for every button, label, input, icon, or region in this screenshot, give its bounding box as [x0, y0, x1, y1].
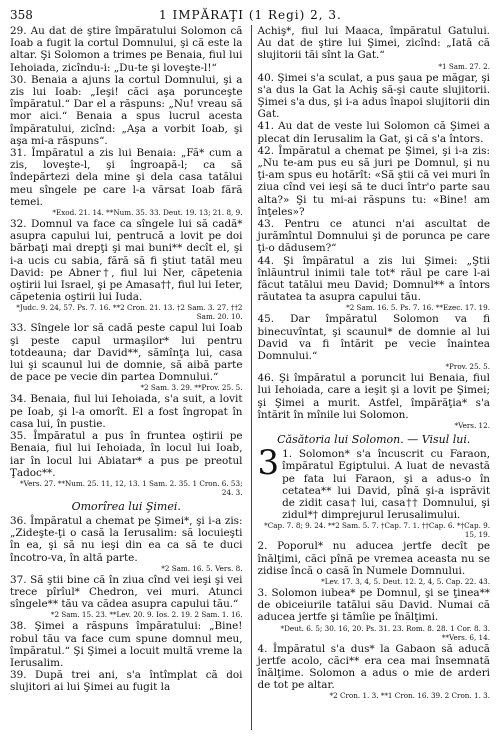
verse-37: 37. Să ştii bine că în ziua cînd vei ieşi şi vei trece pîrîul* Chedron, vei muri. Atunci sîngele** tău va cădea asupra capului tău.“ [10, 573, 243, 611]
chapter-number: 3 [257, 443, 280, 484]
verse-36: 36. Împăratul a chemat pe Şimei*, şi i-a zis: „Zideşte-ţi o casă la Ierusalim: să locuieşti în ea, şi să nu ieşi din ea ca să te duci încotro-va, în altă parte. [10, 514, 243, 564]
chapter-start [257, 443, 491, 522]
section-heading: Omorîrea lui Şimei. [71, 499, 181, 513]
verse-43: 43. Pentru ce atunci n'ai ascultat de jurămîntul Domnului şi de porunca pe care ţi-o dădusem?“ [257, 218, 490, 255]
chapter-3-verse-3: 3. Solomon iubea* pe Domnul, şi se ţinea** de obiceiurile tatălui său David. Numai că aducea jertfe şi tămîie pe înălţimi. [257, 586, 490, 624]
verse-35: 35. Împăratul a pus în fruntea oştirii pe Benaia, fiul lui Iehoiada, în locul lui Ioab, iar în locul lui Abiatar* a pus pe preotul Ţadoc**. [10, 430, 243, 479]
verse-31: 31. Împăratul a zis lui Benaia: „Fă* cum a zis, loveşte-l, şi îngroapă-l; ca să îndepărtezi dela mine şi dela casa tatălui meu sîngele pe care l-a vărsat Ioab fără temei. [10, 147, 243, 208]
cross-reference: *2 Sam. 15. 23. **Lev. 20. 9. Ios. 2. 19. 2 Sam. 1. 16. [50, 610, 243, 620]
verse-34: 34. Benaia, fiul lui Iehoiada, s'a suit, a lovit pe Ioab, şi l-a omorît. El a fost îngropat în casa lui, în pustie. [10, 393, 243, 430]
cross-reference: *2 Sam. 3. 29. **Prov. 25. 5. [140, 383, 243, 393]
cross-reference: *2 Sam. 16. 5. Vers. 8. [161, 563, 243, 573]
verse-33: 33. Sîngele lor să cadă peste capul lui Ioab şi peste capul urmaşilor* lui pentru totdeauna; dar David**, sămînţa lui, casa lui şi scaunul lui de domnie, să aibă parte de pace pe vecie din partea Domnului.“ [10, 322, 243, 384]
verse-44: 44. Şi împăratul a zis lui Şimei: „Ştii înlăuntrul inimii tale tot* răul pe care l-ai făcut tatălui meu David; Domnul** a întors răutatea ta asupra capului tău. [257, 254, 490, 304]
verse-41: 41. Au dat de veste lui Solomon că Şimei a plecat din Ierusalim la Gat, şi că s'a întors. [257, 120, 490, 145]
verse-46: 46. Şi împăratul a poruncit lui Benaia, fiul lui Iehoiada, care a ieşit şi a lovit pe Şimei; şi Şimei a murit. Astfel, împărăţia* s'a întărit în mînile lui Solomon. [257, 372, 490, 421]
verse-32: 32. Domnul va face ca sîngele lui să cadă* asupra capului lui, pentrucă a lovit pe doi bărbaţi mai drepţi şi mai buni** decît el, şi i-a ucis cu sabia, fără să fi ştiut tatăl meu David: pe Abner†, fiul lui Ner, căpetenia oştirii lui Israel, şi pe Amasa††, fiul lui Ieter, căpetenia oştirii lui Iuda. [10, 218, 243, 304]
page-number: 358 [10, 8, 33, 22]
verse-39: 39. După trei ani, s'a întîmplat că doi slujitori ai lui Şimei au fugit la [10, 669, 243, 694]
chapter-3-verse-4: 4. Împăratul s'a dus* la Gabaon să aducă jertfe acolo, căci** era cea mai însemnată înălţime. Solomon a adus o mie de arderi de tot pe altar. [257, 642, 490, 692]
chapter-3-verse-1: 1. Solomon* s'a încuscrit cu Faraon, împăratul Egiptului. A luat de nevastă pe fata lui Faraon, şi a adus-o în cetatea** lui David, pînă şi-a isprăvit de zidit casa† lui, casa†† Domnului, şi zidul*† dimprejurul Ierusalimului. [282, 448, 490, 522]
cross-reference: *2 Sam. 16. 5. Ps. 7. 16. **Ezec. 17. 19. [346, 303, 490, 313]
verse-45: 45. Dar împăratul Solomon va fi binecuvîntat, şi scaunul* de domnie al lui David va fi întărit pe vecie înaintea Domnului.“ [257, 313, 490, 363]
cross-reference: *Vers. 12. [454, 421, 490, 431]
verse-30: 30. Benaia a ajuns la cortul Domnului, şi a zis lui Ioab: „Ieşi! căci aşa porunceşte împăratul.“ Dar el a răspuns: „Nu! vreau să mor aici.“ Benaia a spus lucrul acesta împăratului, zicînd: „Aşa a vorbit Ioab, şi aşa mi-a răspuns“. [10, 73, 243, 147]
running-title: 1 IMPĂRAŢI (1 Regi) 2, 3. [159, 8, 342, 22]
cross-reference: *Lev. 17. 3, 4, 5. Deut. 12. 2, 4, 5. Cap. 22. 43. [321, 576, 490, 586]
cross-reference: *Exod. 21. 14. **Num. 35. 33. Deut. 19. 13; 21. 8, 9. [52, 208, 243, 218]
cross-reference: *Deut. 6. 5; 30. 16, 20. Ps. 31. 23. Rom. 8. 28. 1 Cor. 8. 3. **Vers. 6, 14. [280, 623, 490, 642]
right-column [251, 25, 491, 730]
chapter-3-verse-2: 2. Poporul* nu aducea jertfe decît pe înălţimi, căci pînă pe vremea aceasta nu se zidise încă o casă în Numele Domnului. [257, 540, 490, 577]
verse-38: 38. Şimei a răspuns împăratului: „Bine! robul tău va face cum spune domnul meu, împăratul.“ Şi Şimei a locuit multă vreme la Ierusalim. [10, 620, 243, 669]
cross-reference: *Judc. 9. 24, 57. Ps. 7. 16. **2 Cron. 21. 13. †2 Sam. 3. 27. ††2 Sam. 20. 10. [16, 303, 243, 322]
verse-29: 29. Au dat de ştire împăratului Solomon că Ioab a fugit la cortul Domnului, şi că este la altar. Şi Solomon a trimes pe Benaia, fiul lui Iehoiada, zicîndu-i: „Du-te şi loveşte-l!“ [10, 25, 243, 74]
left-column [10, 25, 243, 730]
page-header [10, 8, 490, 22]
cross-reference: *Vers. 27. **Num. 25. 11, 12, 13. 1 Sam. 2. 35. 1 Cron. 6. 53; 24. 3. [20, 478, 243, 497]
verse-40: 40. Şimei s'a sculat, a pus şaua pe măgar, şi s'a dus la Gat la Achiş să-şi caute slujitorii. Şimei s'a dus, şi i-a adus înapoi slujitorii din Gat. [257, 71, 490, 121]
cross-reference: *Cap. 7. 8; 9. 24. **2 Sam. 5. 7. †Cap. 7. 1. ††Cap. 6. *†Cap. 9. 15, 19. [264, 521, 490, 540]
cross-reference: *Prov. 25. 5. [445, 362, 490, 372]
verse-39-continued: Achiş*, fiul lui Maaca, împăratul Gatului. Au dat de ştire lui Şimei, zicînd: „Iată că slujitorii tăi sînt la Gat.“ [257, 25, 490, 62]
section-heading: Căsătoria lui Solomon. — Visul lui. [277, 433, 471, 447]
cross-reference: *1 Sam. 27. 2. [438, 61, 490, 71]
verse-42: 42. Împăratul a chemat pe Şimei, şi i-a zis: „Nu te-am pus eu să juri pe Domnul, şi nu ţi-am spus eu hotărît: «Să ştii că vei muri în ziua cînd vei ieşi să te duci într'o parte sau alta?» Şi tu mi-ai răspuns tu: «Bine! am înţeles»? [257, 144, 490, 218]
cross-reference: *2 Cron. 1. 3. **1 Cron. 16. 39. 2 Cron. 1. 3. [329, 691, 490, 701]
